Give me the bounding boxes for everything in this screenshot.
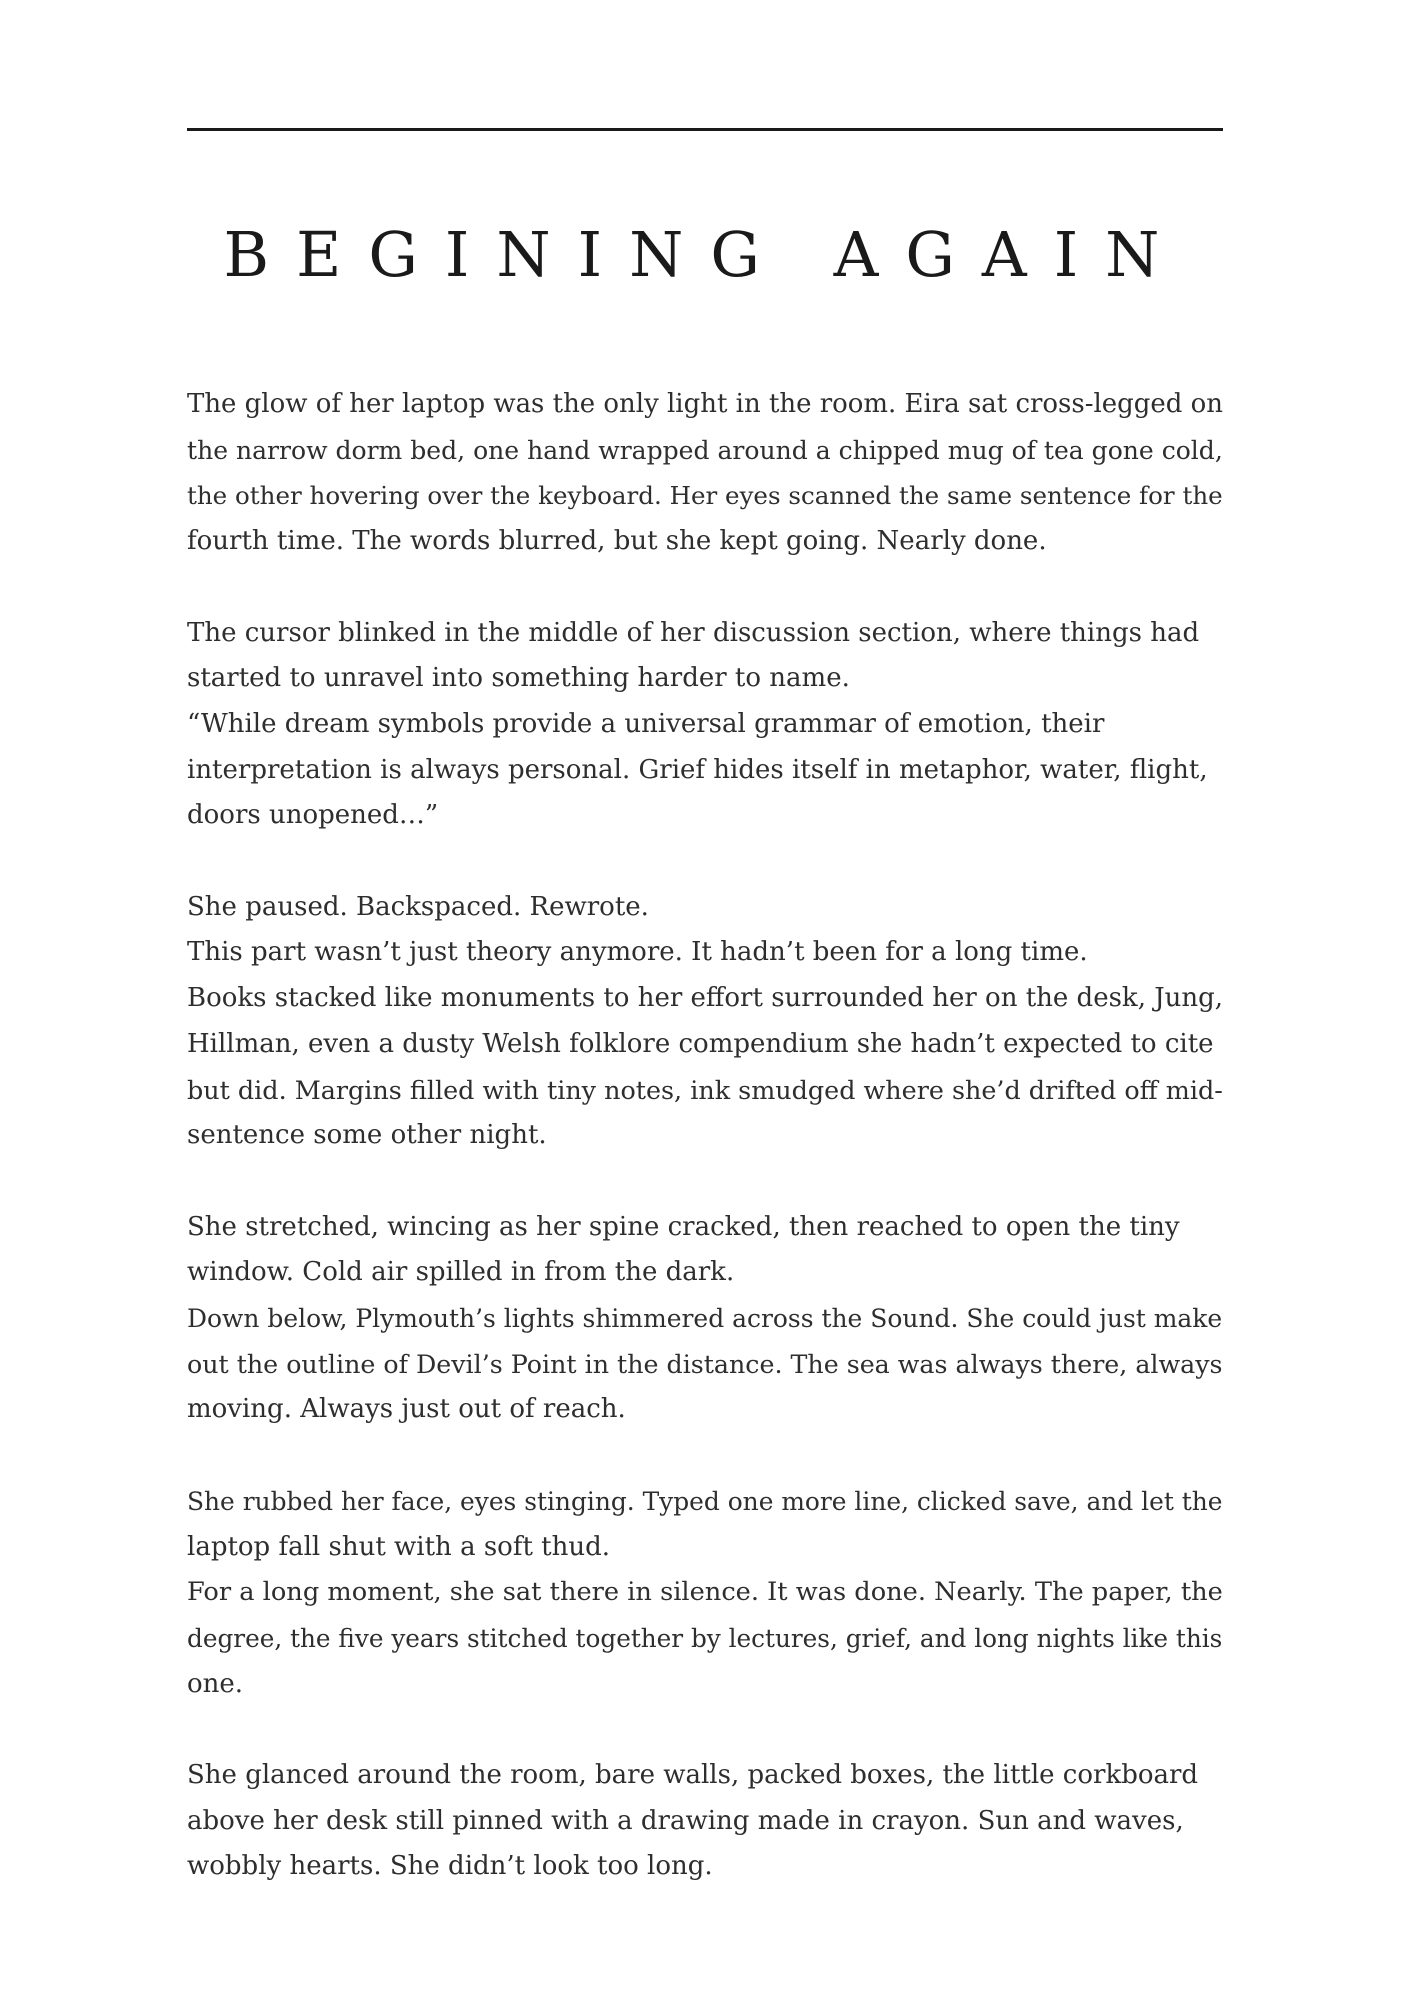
text-line: one. xyxy=(187,1668,244,1699)
text-line: started to unravel into something harder to name. xyxy=(187,663,850,694)
text-line: She rubbed her face, eyes stinging. Typed one more line, clicked save, and let the xyxy=(187,1486,1223,1516)
paragraph-1 xyxy=(187,382,1223,565)
top-divider-rule xyxy=(187,128,1223,131)
text-line: out the outline of Devil’s Point in the distance. The sea was always there, always xyxy=(187,1349,1223,1379)
story-body xyxy=(187,382,1223,1936)
paragraph-2 xyxy=(187,611,1223,840)
text-line: This part wasn’t just theory anymore. It hadn’t been for a long time. xyxy=(187,937,1088,968)
text-line: wobbly hearts. She didn’t look too long. xyxy=(187,1851,713,1882)
text-line: Hillman, even a dusty Welsh folklore compendium she hadn’t expected to cite xyxy=(187,1028,1214,1059)
quote-line: interpretation is always personal. Grief hides itself in metaphor, water, flight, xyxy=(187,754,1208,785)
text-line: fourth time. The words blurred, but she kept going. Nearly done. xyxy=(187,526,1047,557)
text-line: window. Cold air spilled in from the dark. xyxy=(187,1257,735,1288)
text-line: sentence some other night. xyxy=(187,1120,547,1151)
text-line: The cursor blinked in the middle of her discussion section, where things had xyxy=(187,617,1200,648)
text-line: Books stacked like monuments to her effort surrounded her on the desk, Jung, xyxy=(187,983,1224,1014)
text-line: but did. Margins filled with tiny notes, ink smudged where she’d drifted off mid- xyxy=(187,1074,1223,1105)
text-line: laptop fall shut with a soft thud. xyxy=(187,1531,611,1562)
text-line: Down below, Plymouth’s lights shimmered across the Sound. She could just make xyxy=(187,1304,1223,1334)
text-line: The glow of her laptop was the only light in the room. Eira sat cross-legged on xyxy=(187,389,1223,419)
text-line: degree, the five years stitched together by lectures, grief, and long nights like this xyxy=(187,1623,1223,1653)
quote-line: “While dream symbols provide a universal grammar of emotion, their xyxy=(187,708,1105,739)
text-line: For a long moment, she sat there in silence. It was done. Nearly. The paper, the xyxy=(187,1577,1223,1608)
paragraph-5 xyxy=(187,1479,1223,1708)
text-line: She glanced around the room, bare walls, packed boxes, the little corkboard xyxy=(187,1760,1199,1791)
paragraph-4 xyxy=(187,1205,1223,1434)
text-line: the other hovering over the keyboard. Her eyes scanned the same sentence for the xyxy=(187,481,1223,511)
page-title: BEGINING AGAIN xyxy=(223,218,1187,291)
text-line: moving. Always just out of reach. xyxy=(187,1394,626,1425)
quote-line: doors unopened…” xyxy=(187,800,439,831)
paragraph-3 xyxy=(187,885,1223,1159)
text-line: She paused. Backspaced. Rewrote. xyxy=(187,891,649,922)
paragraph-6 xyxy=(187,1753,1223,1890)
text-line: She stretched, wincing as her spine cracked, then reached to open the tiny xyxy=(187,1211,1180,1242)
text-line: above her desk still pinned with a drawing made in crayon. Sun and waves, xyxy=(187,1805,1184,1836)
text-line: the narrow dorm bed, one hand wrapped around a chipped mug of tea gone cold, xyxy=(187,435,1223,465)
